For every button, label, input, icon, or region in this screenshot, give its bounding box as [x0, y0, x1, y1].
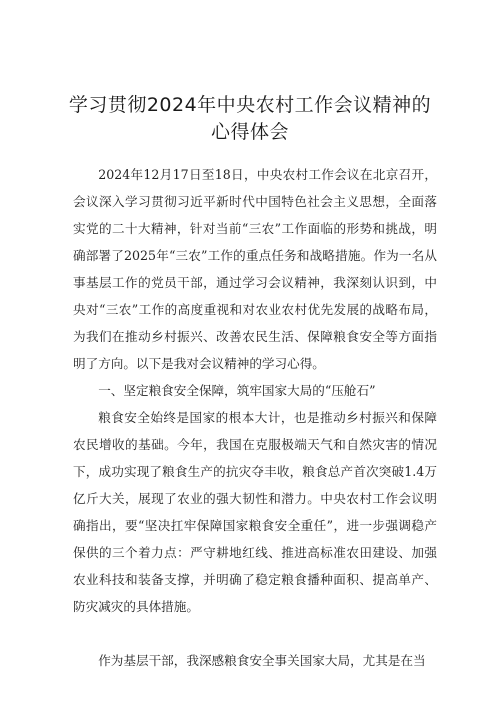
section-heading-text: 一、坚定粮食安全保障，筑牢国家大局的“压舱石”: [98, 383, 376, 398]
paragraph-text: 2024年12月17日至18日，中央农村工作会议在北京召开，会议深入学习贯彻习近平新时代中国特色社会主义思想，全面落实党的二十大精神，针对当前“三农”工作面临的形势和挑战，明确部署了2025年“三农”工作的重点任务和战略措施。作为一名从事基层工作的党员干部，通过学习会议精神，我深刻认识到，中央对“三农”工作的高度重视和对农业农村优先发展的战略布局，为我们在推动乡村振兴、改善农民生活、保障粮食安全等方面指明了方向。以下是我对会议精神的学习心得。: [73, 167, 437, 371]
section-heading-1: [73, 377, 437, 404]
paragraph-grassroots: [73, 647, 437, 674]
paragraph-introduction: [73, 161, 437, 377]
paragraph-grain-security: [73, 404, 437, 620]
paragraph-text: 粮食安全始终是国家的根本大计，也是推动乡村振兴和保障农民增收的基础。今年，我国在克服极端天气和自然灾害的情况下，成功实现了粮食生产的抗灾夺丰收，粮食总产首次突破1.4万亿斤大关，展现了农业的强大韧性和潜力。中央农村工作会议明确指出，要“坚决扛牢保障国家粮食安全重任”，进一步强调稳产保供的三个着力点：严守耕地红线、推进高标准农田建设、加强农业科技和装备支撑，并明确了稳定粮食播种面积、提高单产、防灾减灾的具体措施。: [73, 410, 437, 614]
document-title-line-2: 心得体会: [210, 121, 289, 143]
paragraph-text: 作为基层干部，我深感粮食安全事关国家大局，尤其是在当: [98, 653, 426, 668]
document-title-line-1: 学习贯彻2024年中央农村工作会议精神的: [68, 94, 432, 116]
